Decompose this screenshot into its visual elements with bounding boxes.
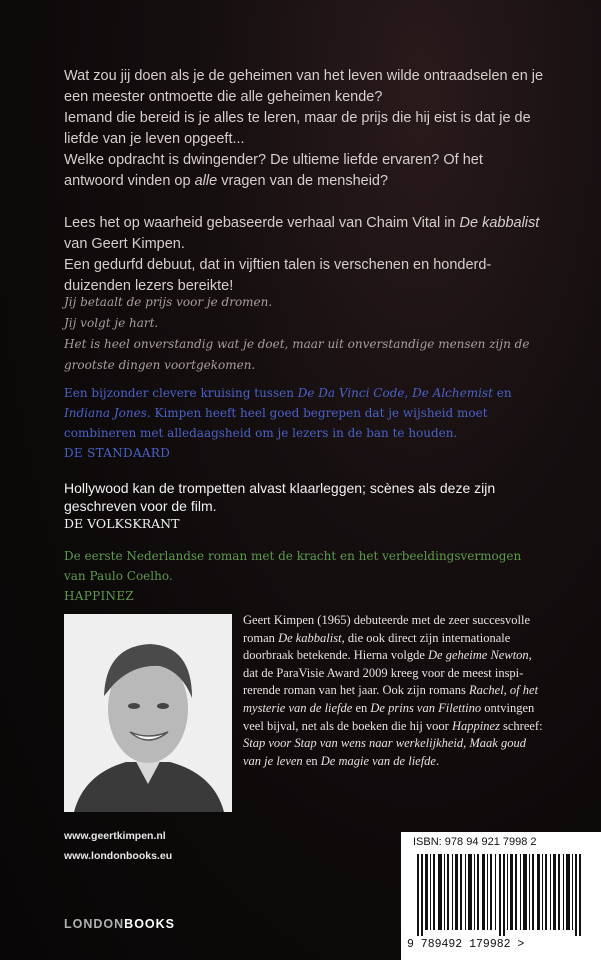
review-source: DE VOLKSKRANT (64, 516, 180, 531)
publisher-logo-mark: L (64, 917, 73, 931)
review-happinez (64, 546, 544, 606)
book-quote: Jij betaalt de prijs voor je dromen. Jij volgt je hart. Het is heel onverstandig wat je doet, maar uit onverstandige mensen zijn de grootste dingen voortgekomen. (64, 295, 530, 372)
blurb-paragraph-1: Wat zou jij doen als je de geheimen van het leven wilde ontraadselen en je een meester ontmoette die alle geheimen kende? Iemand die bereid is je alles te leren, maar de prijs die hij eist is dat je de liefde van je leven opgeeft... Welke opdracht is dwingender? De ultieme liefde ervaren? Of het antwoord vinden op alle vragen van de mensheid? (64, 68, 544, 189)
author-bio: Geert Kimpen (1965) debuteerde met de zeer succesvolle roman De kabbalist, die ook direct zijn internationale doorbraak betekende. Hierna volgde De geheime Newton, dat de ParaVisie Award 2009 kreeg voor de meest inspi-rerende roman van het jaar. Ook zijn romans Rachel, of het mysterie van de liefde en De prins van Filettino ontvingen veel bijval, net als de boeken die hij voor Happinez schreef: Stap voor Stap van wens naar werkelijkheid, Maak goud van je leven en De magie van de liefde. (243, 613, 543, 768)
review-source: HAPPINEZ (64, 589, 135, 603)
isbn-label: ISBN: 978 94 921 7998 2 (413, 836, 537, 848)
website-links (64, 826, 172, 866)
review-text: Een bijzonder clevere kruising tussen De Da Vinci Code, De Alchemist en Indiana Jones. Kimpen heeft heel goed begrepen dat je wijsheid moet combineren met alledaagsheid om je lezers in de ban te houden. (64, 386, 512, 440)
publisher-logo: LONDONBOOKS (64, 917, 176, 931)
review-source: DE STANDAARD (64, 446, 171, 460)
link-geertkimpen[interactable]: www.geertkimpen.nl (64, 830, 166, 842)
blurb-paragraph-2: Lees het op waarheid gebaseerde verhaal van Chaim Vital in De kabbalist van Geert Kimpen. Een gedurfd debuut, dat in vijftien talen is verschenen en honderd-duizenden lezers bereikte! (64, 215, 540, 294)
review-de-volkskrant (64, 479, 544, 533)
link-londonbooks[interactable]: www.londonbooks.eu (64, 850, 173, 862)
isbn-digits: 9 789492 179982 > (407, 938, 525, 951)
isbn-barcode (401, 832, 601, 960)
review-text: De eerste Nederlandse roman met de kracht en het verbeeldingsvermogen van Paulo Coelho. (64, 549, 522, 583)
blurb-intro (64, 66, 544, 297)
author-photo (64, 614, 232, 812)
review-text: Hollywood kan de trompetten alvast klaarleggen; scènes als deze zijn geschreven voor de film. (64, 480, 496, 514)
review-de-standaard (64, 383, 544, 463)
barcode-bars (415, 854, 587, 936)
